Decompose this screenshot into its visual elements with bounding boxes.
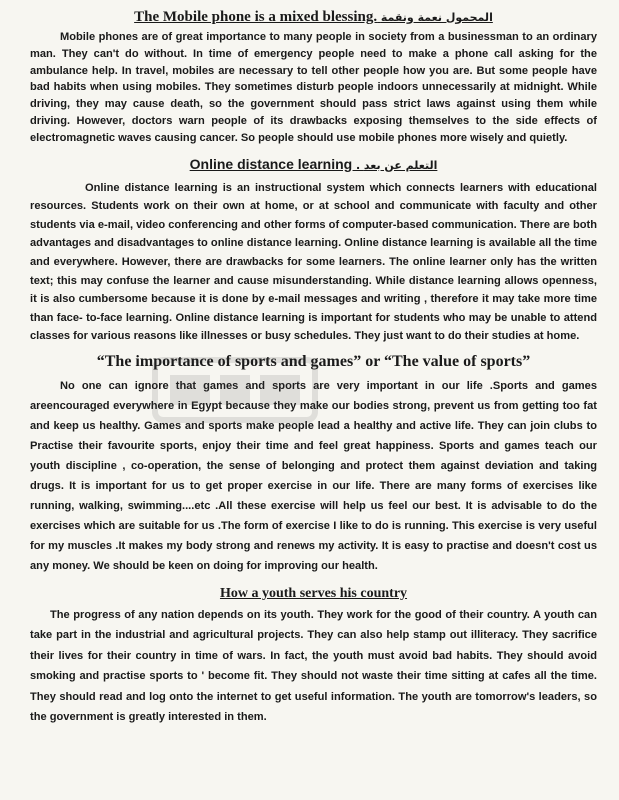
section-body: No one can ignore that games and sports are very important in our life .Sports and games areencouraged everywhere in Egypt because they make our bodies strong, prevent us from getting too fat and keep us healthy. Games and sports make people lead a healthy and active life. They can join clubs to Practise their favourite sports, enjoy their time and feel great happiness. Sports and games teach our youth discipline , co-operation, the sense of belonging and protect them against deviation and taking drugs. It is important for us to get proper exercise in our life. There are many forms of exercises like running, walking, swimming....etc .All these exercise will help us feel our best. It is advisable to do the exercises which are suitable for us .The form of exercise I like to do is running. This exercise is very useful for my muscles .It makes my body strong and renews my activity. It is easy to practise and doesn't cost us any money. We should be keen on doing for improving our health.: [30, 379, 597, 572]
section-body: Mobile phones are of great importance to many people in society from a businessman to an ordinary man. They can't do without. In time of emergency people need to make a phone call asking for the ambulance help. In travel, mobiles are necessary to tell other people how you are. But some people have bad habits when using mobiles. They sometimes disturb people indoors unnecessarily at midnight. While driving, they may cause death, so the government should pass strict laws against using them while driving. However, doctors warn people of its drawbacks exposing themselves to the side effects of electromagnetic waves causing cancer. So people should use mobile phones more wisely and quietly.: [30, 31, 597, 144]
section-title: Online distance learning . التعلم عن بعد: [189, 155, 438, 172]
section-body: Online distance learning is an instructional system which connects learners with educational resources. Students work on their own at home, or at school and communicate with faculty and other students via e-mail, video conferencing and other forms of computer-based communication. There are both advantages and disadvantages to online distance learning. Online distance learning is available all the time and everywhere. However, there are drawbacks for some learners. The online learner only has the written text; this may confuse the learner and cause misunderstanding. While distance learning allows openness, it is also cumbersome because it is done by e-mail messages and writing , therefore it may take more time than face- to-face learning. Online distance learning is important for students who may be unable to attend classes for various reasons like illnesses or busy schedules. They just want to do their studies at home.: [30, 181, 597, 343]
section-sports: [30, 350, 597, 576]
section-title: “The importance of sports and games” or “The value of sports”: [96, 352, 531, 370]
section-title: The Mobile phone is a mixed blessing. المحمول نعمة ونقمة: [134, 9, 493, 25]
section-mobile-phone: [30, 8, 597, 147]
section-online-learning: [30, 155, 597, 346]
section-title: How a youth serves his country: [219, 585, 408, 601]
section-body: The progress of any nation depends on its youth. They work for the good of their country. A youth can take part in the industrial and agricultural projects. They can also help stamp out illiteracy. They sacrifice their lives for their country in time of wars. In fact, the youth must avoid bad habits. They should avoid smoking and practise sports to ' become fit. They should not waste their time sitting at cafes all the time. They should read and log onto the internet to get useful information. The youth are tomorrow's leaders, so the government is greatly interested in them.: [30, 608, 597, 723]
section-youth: [30, 584, 597, 727]
